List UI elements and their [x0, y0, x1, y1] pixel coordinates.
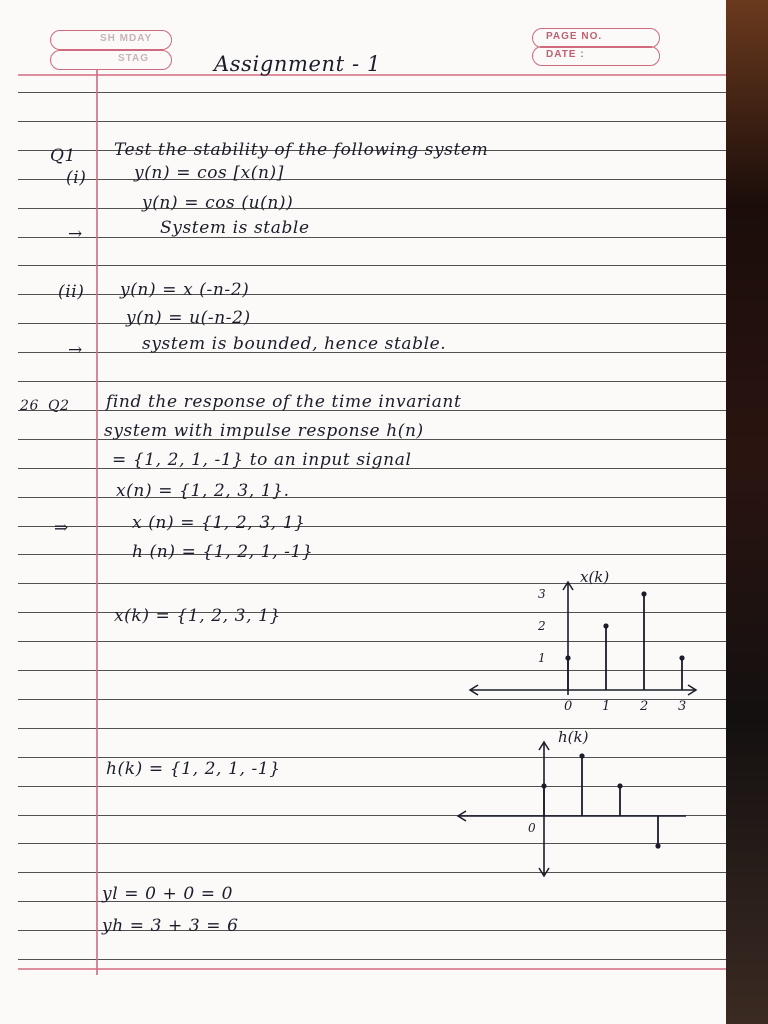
xk-x-tick-label-2: 2 [640, 699, 649, 714]
q2-given-h: h (n) = {1, 2, 1, -1} [132, 542, 314, 562]
ruled-line [18, 237, 728, 238]
q1-part-ii-line-1: y(n) = x (-n-2) [120, 280, 250, 300]
q2-prompt-line-2: system with impulse response h(n) [104, 421, 424, 441]
xk-stems [537, 587, 686, 714]
xk-stem-marker-0 [565, 655, 570, 660]
bottom-pink-rule [18, 968, 728, 970]
q2-margin-note: 26 [20, 398, 40, 414]
xk-x-tick-label-0: 0 [564, 699, 573, 714]
q1-part-i-label: (i) [66, 168, 87, 188]
q1-part-ii-conclusion: system is bounded, hence stable. [142, 334, 447, 354]
q1-part-ii-label: (ii) [58, 282, 85, 302]
xk-stem-marker-2 [641, 591, 646, 596]
xk-x-tick-label-3: 3 [678, 699, 687, 714]
q1-prompt: Test the stability of the following system [114, 140, 489, 160]
xk-stem-marker-1 [603, 623, 608, 628]
q2-prompt-line-3: = {1, 2, 1, -1} to an input signal [112, 450, 412, 470]
xk-y-tick-label-1: 1 [538, 651, 546, 665]
q2-prompt-line-1: find the response of the time invariant [106, 392, 462, 412]
q2-given-x: x (n) = {1, 2, 3, 1} [132, 513, 306, 533]
q1-part-i-arrow: → [68, 224, 83, 244]
hk-stem-marker-0 [541, 783, 546, 788]
q2-label: Q2 [48, 398, 70, 414]
ruled-line [18, 323, 728, 324]
hk-stems [528, 753, 661, 848]
ruled-line [18, 959, 728, 960]
ruled-line [18, 554, 728, 555]
ruled-line [18, 121, 728, 122]
hk-stem-marker-1 [579, 753, 584, 758]
desk-background [726, 0, 768, 1024]
q1-part-i-line-2: y(n) = cos (u(n)) [142, 193, 294, 213]
left-header-label-2: STAG [118, 53, 150, 64]
xk-y-tick-label-2: 2 [538, 619, 546, 633]
xk-stem-marker-3 [679, 655, 684, 660]
ruled-line [18, 179, 728, 180]
q1-label: Q1 [50, 146, 76, 166]
xk-y-tick-label-3: 3 [538, 587, 546, 601]
ruled-line [18, 265, 728, 266]
q2-arrow: ⇒ [54, 518, 69, 538]
ruled-line [18, 92, 728, 93]
left-header-label-1: SH MDAY [100, 33, 153, 44]
page-no-label: PAGE NO. [546, 31, 603, 42]
hk-x-tick-label-0: 0 [528, 821, 536, 835]
ruled-line [18, 381, 728, 382]
q2-hk-expression: h(k) = {1, 2, 1, -1} [106, 759, 281, 779]
q1-part-i-line-1: y(n) = cos [x(n)] [134, 163, 285, 183]
hk-stem-marker-3 [655, 843, 660, 848]
page-title: Assignment - 1 [214, 52, 381, 76]
q1-part-i-conclusion: System is stable [160, 218, 310, 238]
date-label: DATE : [546, 49, 585, 60]
q2-yh-line: yh = 3 + 3 = 6 [102, 916, 239, 936]
hk-stem-marker-2 [617, 783, 622, 788]
left-header-box-2 [50, 50, 172, 70]
q2-xk-expression: x(k) = {1, 2, 3, 1} [114, 606, 281, 626]
margin-line [96, 70, 98, 975]
q2-prompt-line-4: x(n) = {1, 2, 3, 1}. [116, 481, 290, 501]
q1-part-ii-arrow: → [68, 340, 83, 360]
ruled-line [18, 208, 728, 209]
hk-stem-plot [450, 724, 710, 884]
xk-plot-title: x(k) [580, 568, 610, 586]
xk-stem-plot [460, 560, 710, 720]
hk-plot-title: h(k) [558, 728, 589, 746]
q1-part-ii-line-2: y(n) = u(-n-2) [126, 308, 251, 328]
ruled-line [18, 526, 728, 527]
q2-yl-line: yl = 0 + 0 = 0 [102, 884, 234, 904]
xk-x-tick-label-1: 1 [602, 699, 611, 714]
